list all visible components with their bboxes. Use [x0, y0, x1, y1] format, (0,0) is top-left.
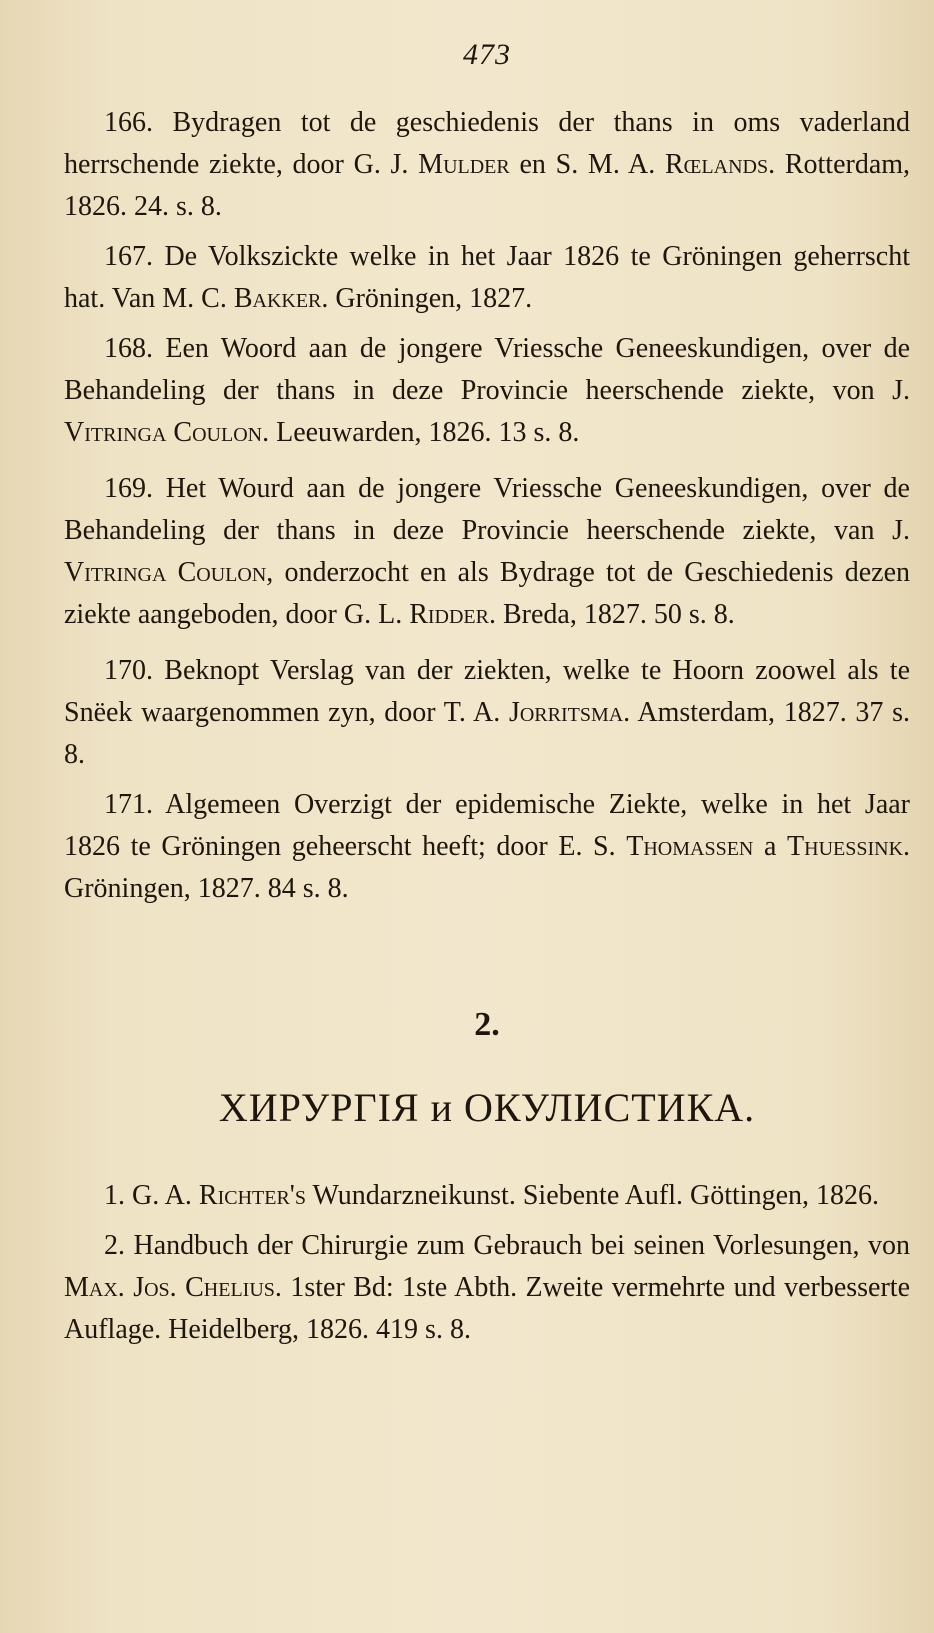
- entry-text: Leeuwarden, 1826. 13 s. 8.: [276, 417, 580, 448]
- entry-number: 2.: [104, 1230, 125, 1261]
- entry-text: en S. M. A.: [519, 149, 656, 180]
- entry-text: a: [763, 831, 777, 862]
- entry-text: Het Wourd aan de jongere Vriessche Geneeskundigen, over de Behandeling der thans in deze Provincie heerschende ziekte, van J.: [64, 473, 910, 546]
- entry-text: Wundarzneikunst. Siebente Aufl. Göttingen, 1826.: [312, 1180, 880, 1211]
- section-number: 2.: [474, 1006, 500, 1043]
- entry-text: 1ster Bd: 1ste Abth. Zweite vermehrte und verbesserte Auflage. Heidelberg, 1826. 419 s. 8.: [64, 1272, 910, 1345]
- section-entry-list: [64, 1175, 910, 1351]
- author-name: Thuessink.: [787, 831, 911, 862]
- entry-number: 169.: [104, 473, 153, 504]
- entry-list: [64, 102, 910, 910]
- entry-number: 1.: [104, 1180, 125, 1211]
- entry-text: De Volkszickte welke in het Jaar 1826 te Gröningen geherrscht hat. Van M. C.: [64, 241, 911, 314]
- entry-number: 168.: [104, 333, 153, 364]
- author-name: Bakker.: [233, 283, 329, 314]
- author-name: Vitringa Coulon.: [64, 417, 270, 448]
- bibliography-entry: [64, 1225, 910, 1351]
- page-number: 473: [463, 38, 511, 71]
- entry-text: Algemeen Overzigt der epidemische Ziekte, welke in het Jaar 1826 te Gröningen geheerscht heeft; door E. S.: [64, 789, 910, 862]
- entry-text: Amsterdam, 1827. 37 s. 8.: [64, 697, 911, 770]
- author-name: Ridder.: [409, 599, 496, 630]
- author-name: Richter's: [198, 1180, 306, 1211]
- entry-text: Bydragen tot de geschiedenis der thans in oms vaderland herrschende ziekte, door G. J.: [64, 107, 911, 180]
- bibliography-entry: [64, 236, 910, 320]
- entry-text: Rotterdam, 1826. 24. s. 8.: [64, 149, 911, 222]
- section-title: ХИРУРГIЯ и ОКУЛИСТИКА.: [218, 1085, 756, 1130]
- entry-text: Handbuch der Chirurgie zum Gebrauch bei seinen Vorlesungen, von: [133, 1230, 910, 1261]
- entry-number: 166.: [104, 107, 153, 138]
- bibliography-entry: [64, 468, 910, 636]
- author-name: Vitringa Coulon,: [64, 557, 274, 588]
- entry-text: onderzocht en als Bydrage tot de Geschiedenis dezen ziekte aangeboden, door G. L.: [64, 557, 911, 630]
- bibliography-entry: [64, 1175, 910, 1217]
- bibliography-entry: [64, 650, 910, 776]
- author-name: Thomassen: [626, 831, 754, 862]
- entry-number: 171.: [104, 789, 153, 820]
- author-name: Mulder: [418, 149, 510, 180]
- author-name: Max. Jos. Chelius.: [64, 1272, 282, 1303]
- author-name: Rœlands.: [664, 149, 776, 180]
- entry-text: Gröningen, 1827. 84 s. 8.: [64, 873, 349, 904]
- entry-text: Breda, 1827. 50 s. 8.: [502, 599, 735, 630]
- entry-number: 170.: [104, 655, 153, 686]
- entry-number: 167.: [104, 241, 153, 272]
- bibliography-entry: [64, 784, 910, 910]
- entry-text: Gröningen, 1827.: [335, 283, 533, 314]
- entry-text: Een Woord aan de jongere Vriessche Geneeskundigen, over de Behandeling der thans in deze Provincie heerschende ziekte, von J.: [64, 333, 910, 406]
- entry-text: Beknopt Verslag van der ziekten, welke te Hoorn zoowel als te Snëek waargenommen zyn, door T. A.: [64, 655, 910, 728]
- bibliography-entry: [64, 102, 910, 228]
- author-name: Jorritsma.: [508, 697, 631, 728]
- entry-text: G. A.: [132, 1180, 192, 1211]
- bibliography-entry: [64, 328, 910, 454]
